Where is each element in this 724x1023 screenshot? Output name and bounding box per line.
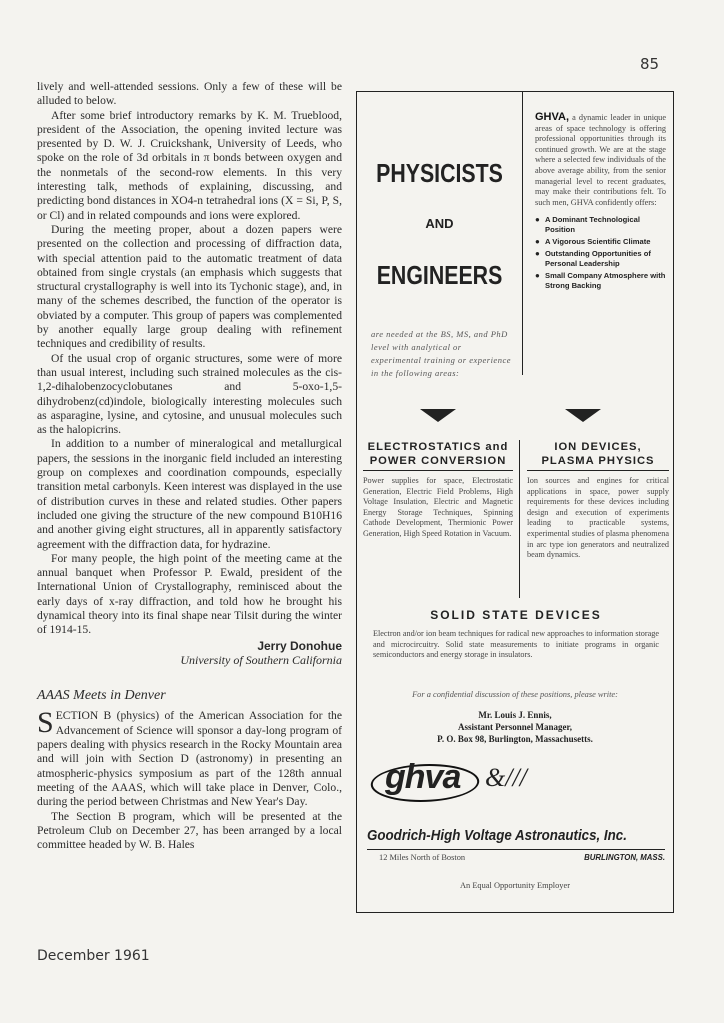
contact-name: Mr. Louis J. Ennis, [478,710,552,720]
ghva-name: GHVA, [535,111,570,123]
page-number: 85 [640,55,660,73]
headline-and: AND [425,216,454,231]
location-distance: 12 Miles North of Boston [379,853,466,862]
divider [367,849,665,850]
offer-item: ● Outstanding Opportunities of Personal Leadership [535,249,666,269]
drop-cap: S [37,706,54,740]
location-city: BURLINGTON, MASS. [584,853,665,862]
paragraph [37,706,342,809]
paragraph-text: ECTION B (physics) of the American Association for the Advancement of Science will sponsor a day-long program of papers dealing with physics research in the Rocky Mountain area and will join with Section D (astronomy) in presenting an atmospheric-physics symposium as part of the 128th annual meeting of the AAAS, which will take place in Denver, Colo., during the period between Christmas and New Year's Day. [37,709,342,809]
paragraph: After some brief introductory remarks by K. M. Trueblood, president of the Association, the opening invited lecture was presented by D. W. J. Cruickshank, University of Leeds, who spoke on the role of 3d orbitals in π bonds between oxygen and the nonmetals of the second-row elements. In this very interesting talk, methods of explaining, discussing, and predicting bond distances in XO4-n tetrahedral ions (X = Si, P, S, or Cl) and in related compounds and ions were explored. [37,108,342,222]
section-electrostatics [363,440,513,540]
section-body: Electron and/or ion beam techniques for radical new approaches to information storage and microcircuitry. Solid state measurements to initiate programs in organic semiconductors and energy storage in insulators. [373,629,659,660]
section-title: ELECTROSTATICS and POWER CONVERSION [367,441,509,467]
paragraph: During the meeting proper, about a dozen papers were presented on the collection and processing of diffraction data, with special attention paid to the automatic treatment of data obtained from single crystals (an emphasis which suggests that structural crystallography is well into its Tychonic stage), and, in many of the schemes described, the function of the operator is obviated by a computer. This group of papers was complemented by another equally large group dealing with refinement techniques and credibility of results. [37,222,342,351]
ghva-intro [535,112,666,208]
down-arrow-icon [420,409,456,422]
down-arrow-icon [565,409,601,422]
logo-text: ghva [385,758,461,796]
paragraph: Of the usual crop of organic structures, some were of more than usual interest, including such strained molecules as the cis-1,2-dihalobenzocyclobutanes and 5-oxo-1,5-dihydrobenz(cd)indole, biologically interesting molecules such as asparagine, lysine, and cytosine, and unusual molecules such as the halopicrins. [37,351,342,437]
footer-date: December 1961 [37,948,150,964]
offer-item: ● Small Company Atmosphere with Strong Backing [535,271,666,291]
divider [363,470,513,471]
paragraph: lively and well-attended sessions. Only a few of these will be alluded to below. [37,80,342,108]
section-title: SOLID STATE DEVICES [430,608,602,622]
needed-text: are needed at the BS, MS, and PhD level with analytical or experimental training or experience in the following areas: [371,329,512,378]
logo-mark: &/// [485,763,527,792]
job-advertisement [356,91,674,913]
article-column [37,80,342,852]
write-line: For a confidential discussion of these positions, please write: [412,690,618,699]
paragraph: The Section B program, which will be presented at the Petroleum Club on December 27, has been arranged by a local committee headed by W. B. Hales [37,809,342,852]
ghva-intro-text: a dynamic leader in unique areas of space technology is offering professional opportunities through its continued growth. We are at the stage where a selected few individuals of the above average ability, from the senior managerial level to recent graduates, may make their contributions felt. To such men, GHVA confidently offers: [535,113,666,207]
signature-name: Jerry Donohue [257,638,342,653]
contact-address: P. O. Box 98, Burlington, Massachusetts. [437,734,593,744]
divider [519,440,520,598]
ad-intro-block [522,92,674,375]
section-body: Ion sources and engines for critical applications in space, power supply requirements for these devices including design and execution of experiments leading to practicable systems, experimental studies of plasma phenomena in arc type ion generators and neutralized beam dynamics. [527,476,669,560]
offer-item: ● A Dominant Technological Position [535,215,666,235]
offers-list [535,215,666,291]
headline-engineers: ENGINEERS [376,260,503,290]
divider [527,470,669,471]
section-body: Power supplies for space, Electrostatic Generation, Electric Field Problems, High Voltage Insulation, Electric and Magnetic Energy Storage Techniques, Spinning Cathode Development, Thermionic Power Generation, High Speed Rotation in Vacuum. [363,476,513,538]
section-heading: AAAS Meets in Denver [37,688,166,704]
paragraph: For many people, the high point of the meeting came at the annual banquet when Professor P. Ewald, president of the International Union of Crystallography, reminisced about the early days of x-ray diffraction, and told how he brought his dynamical theory into its final shape near Tilsit during the winter of 1914-15. [37,551,342,637]
section-ion-devices [527,440,669,561]
contact-block [357,690,673,745]
contact-title: Assistant Personnel Manager, [458,722,572,732]
section-title: ION DEVICES, PLASMA PHYSICS [541,441,655,467]
section-solid-state [373,608,659,661]
company-name: Goodrich-High Voltage Astronautics, Inc. [367,828,627,844]
ghva-logo [371,758,531,806]
headline-physicists: PHYSICISTS [376,158,503,188]
paragraph: In addition to a number of mineralogical and metallurgical papers, the sessions in the inorganic field included an interesting group on complexes and coordination compounds, especially transition metal carbonyls. Keen interest was displayed in the use of distribution curves in these and related studies. Other papers included one giving the structure of the new compound B10H16 and another giving eight structures, all in apparently satisfactory agreement with the diffraction data, for hydrazine. [37,437,342,551]
signature-affiliation: University of Southern California [180,652,342,667]
equal-opportunity: An Equal Opportunity Employer [459,881,571,890]
offer-item: ● A Vigorous Scientific Climate [535,237,666,247]
